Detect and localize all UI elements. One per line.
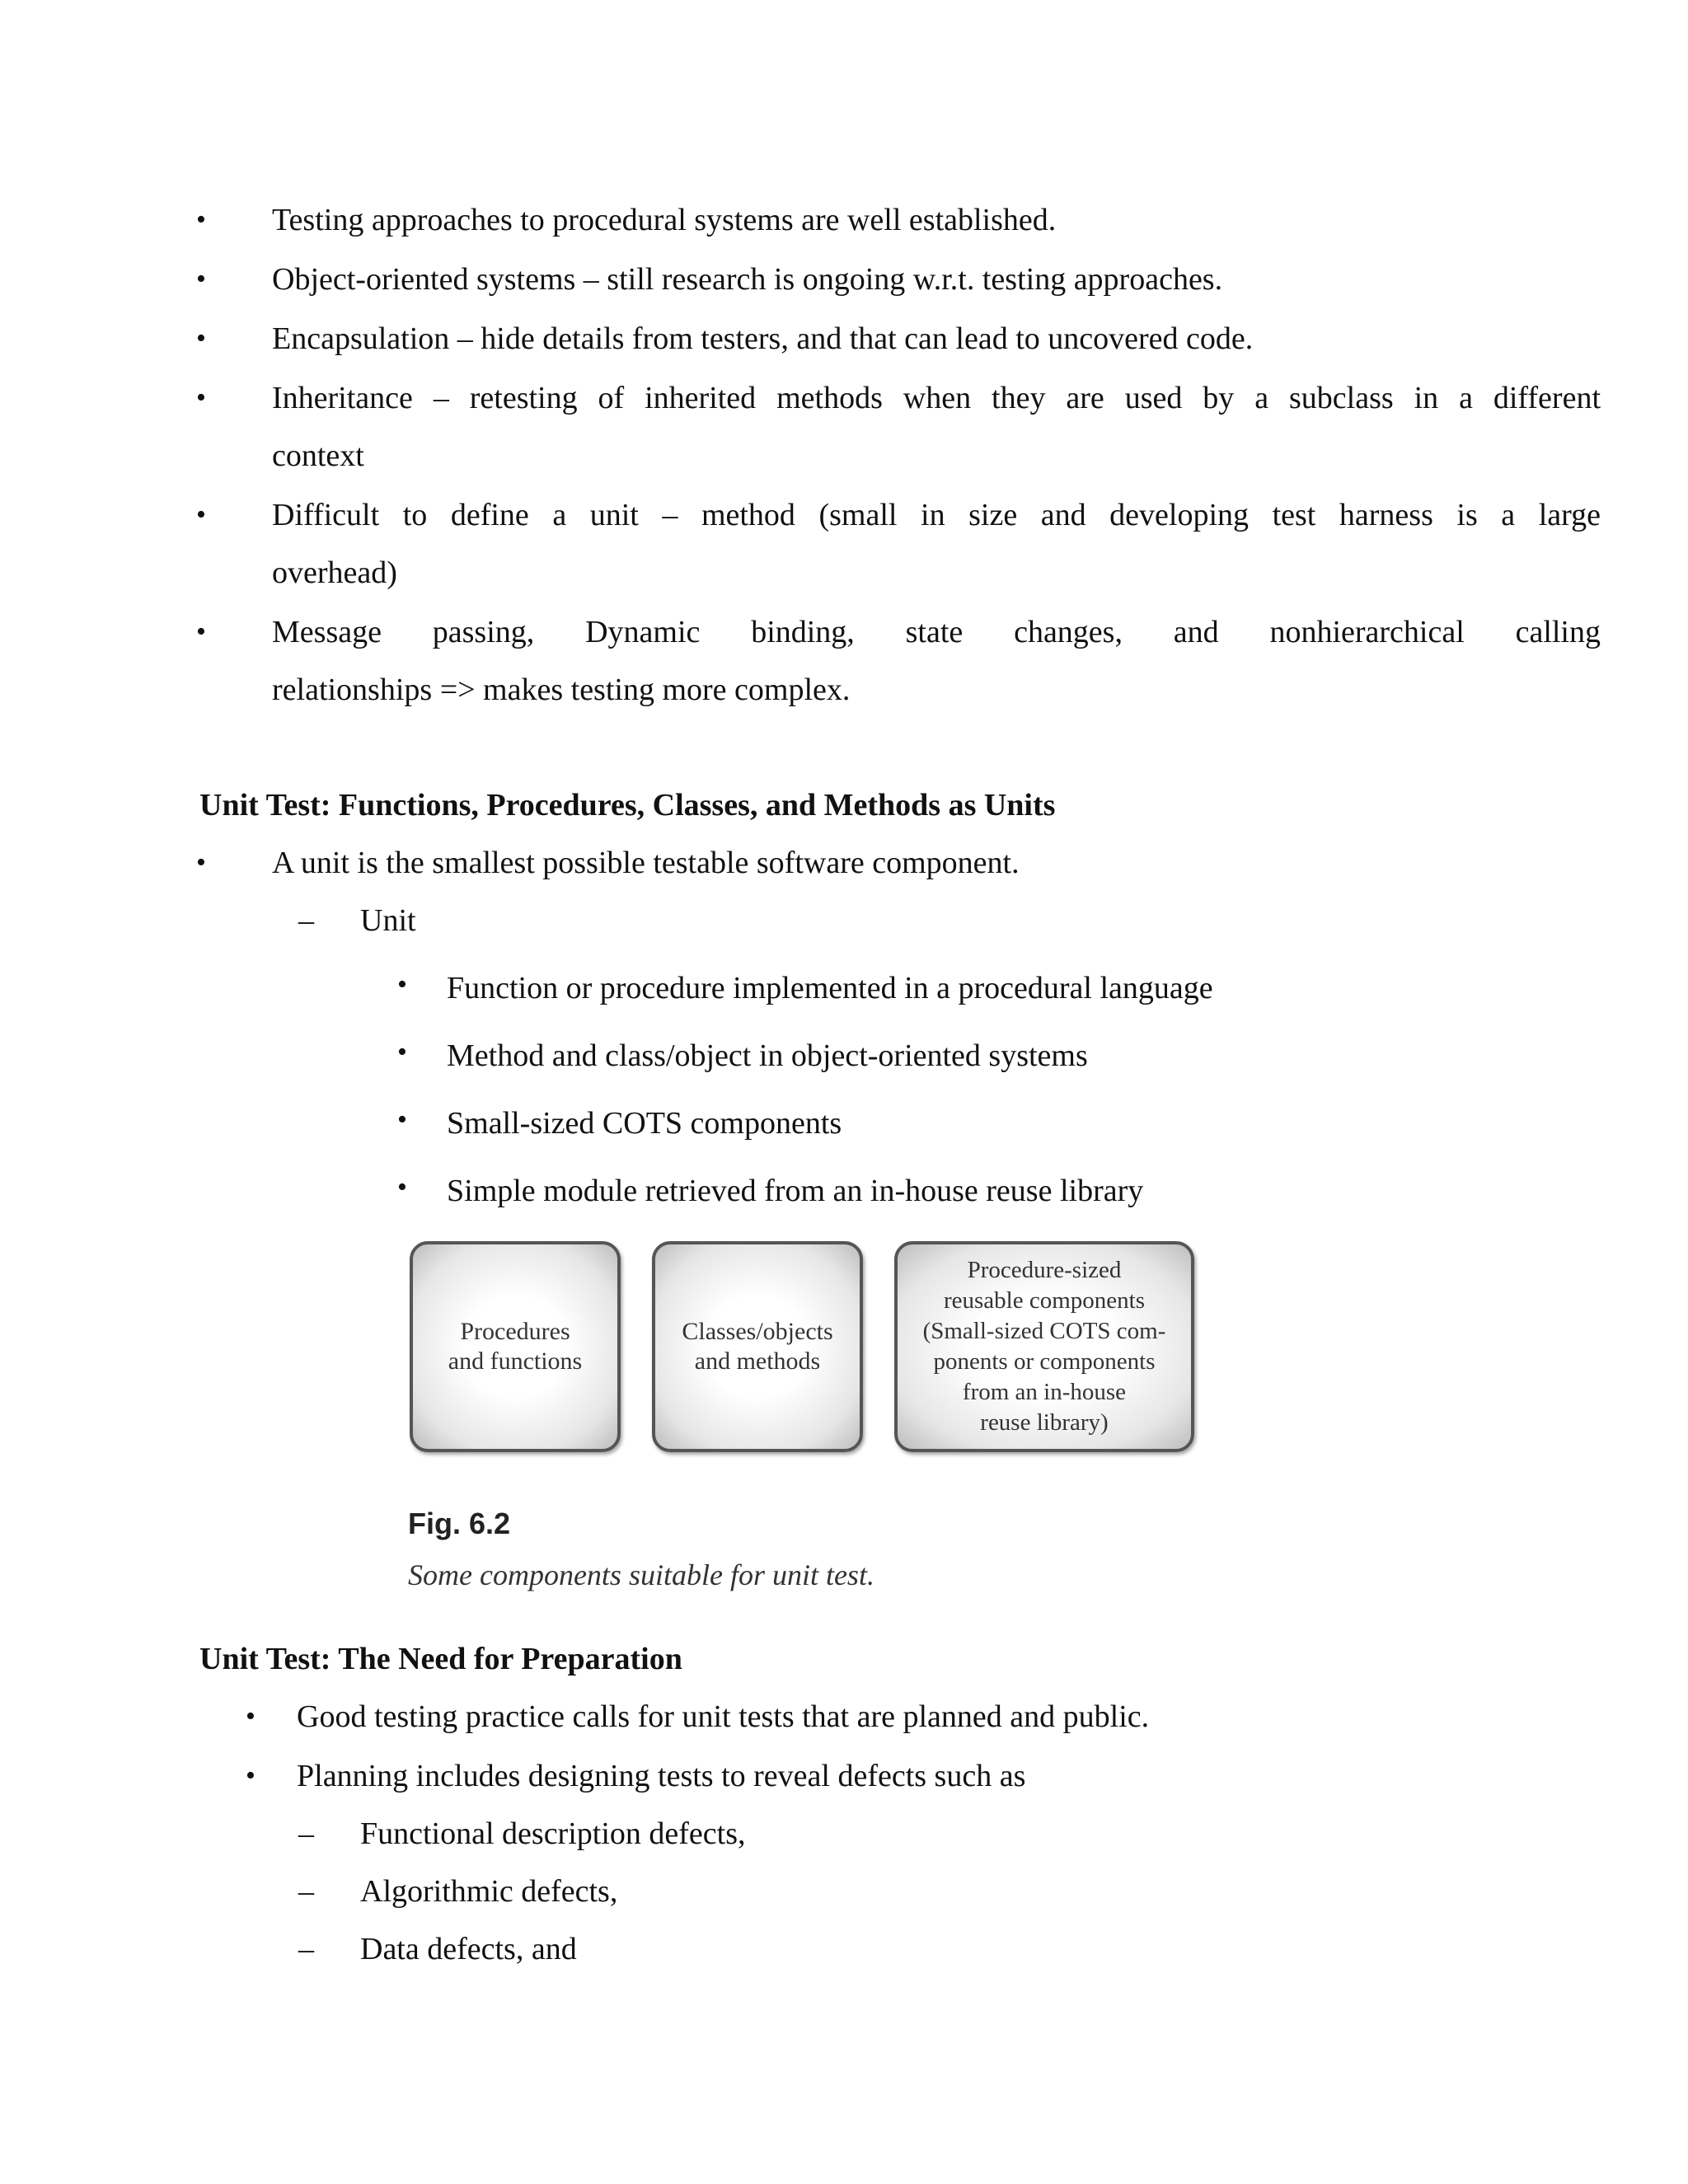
dash-marker: –	[298, 1874, 314, 1909]
bullet-marker: •	[196, 204, 206, 235]
unit-sub-item-2: Method and class/object in object-oriented systems	[447, 1038, 1088, 1073]
figure-box-label: Classes/objects and methods	[682, 1318, 833, 1375]
bullet-marker: •	[397, 1037, 407, 1067]
bullet-marker: •	[196, 499, 206, 530]
intro-bullet-4-line-1: Inheritance – retesting of inherited methods when they are used by a subclass in a different	[272, 381, 1601, 415]
bullet-marker: •	[246, 1760, 256, 1791]
intro-bullet-6-line-2: relationships => makes testing more complex.	[272, 673, 851, 707]
figure-box-label: Procedures and functions	[448, 1318, 583, 1375]
intro-bullet-5-line-1: Difficult to define a unit – method (small in size and developing test harness is a large	[272, 498, 1601, 532]
section-heading-need-for-preparation: Unit Test: The Need for Preparation	[199, 1642, 682, 1676]
unit-sub-item-4: Simple module retrieved from an in-house reuse library	[447, 1174, 1144, 1208]
preparation-bullet-2: Planning includes designing tests to reveal defects such as	[297, 1759, 1026, 1793]
bullet-marker: •	[196, 382, 206, 413]
dash-marker: –	[298, 1816, 314, 1851]
intro-bullet-6-line-1: Message passing, Dynamic binding, state changes, and nonhierarchical calling	[272, 615, 1601, 649]
bullet-marker: •	[397, 969, 407, 1000]
unit-definition-bullet: A unit is the smallest possible testable software component.	[272, 846, 1020, 880]
bullet-marker: •	[397, 1104, 407, 1135]
bullet-marker: •	[196, 323, 206, 354]
defect-type-1: Functional description defects,	[360, 1816, 746, 1851]
bullet-marker: •	[246, 1701, 256, 1732]
preparation-bullet-1: Good testing practice calls for unit tests that are planned and public.	[297, 1699, 1150, 1734]
intro-bullet-5-line-2: overhead)	[272, 555, 397, 590]
bullet-marker: •	[196, 264, 206, 294]
figure-number: Fig. 6.2	[408, 1507, 511, 1540]
dash-marker: –	[298, 903, 314, 938]
unit-sub-item-1: Function or procedure implemented in a procedural language	[447, 971, 1213, 1005]
figure-box-procedures	[410, 1241, 621, 1452]
bullet-marker: •	[196, 616, 206, 647]
bullet-marker: •	[196, 847, 206, 878]
section-heading-unit-test-units: Unit Test: Functions, Procedures, Classes, and Methods as Units	[199, 788, 1056, 823]
figure-box-classes	[652, 1241, 863, 1452]
defect-type-2: Algorithmic defects,	[360, 1874, 618, 1909]
unit-sub-item-3: Small-sized COTS components	[447, 1106, 842, 1141]
intro-bullet-3: Encapsulation – hide details from testers, and that can lead to uncovered code.	[272, 321, 1254, 356]
bullet-marker: •	[397, 1172, 407, 1202]
defect-type-3: Data defects, and	[360, 1932, 577, 1966]
intro-bullet-1: Testing approaches to procedural systems are well established.	[272, 203, 1057, 237]
figure-caption: Some components suitable for unit test.	[408, 1558, 874, 1591]
figure-box-reusable-components	[894, 1241, 1194, 1452]
intro-bullet-2: Object-oriented systems – still research is ongoing w.r.t. testing approaches.	[272, 262, 1223, 297]
unit-dash-item: Unit	[360, 903, 416, 938]
dash-marker: –	[298, 1932, 314, 1966]
figure-box-label: Procedure-sized reusable components (Small-sized COTS com- ponents or components from an in-house reuse library)	[922, 1257, 1166, 1436]
intro-bullet-4-line-2: context	[272, 438, 364, 473]
